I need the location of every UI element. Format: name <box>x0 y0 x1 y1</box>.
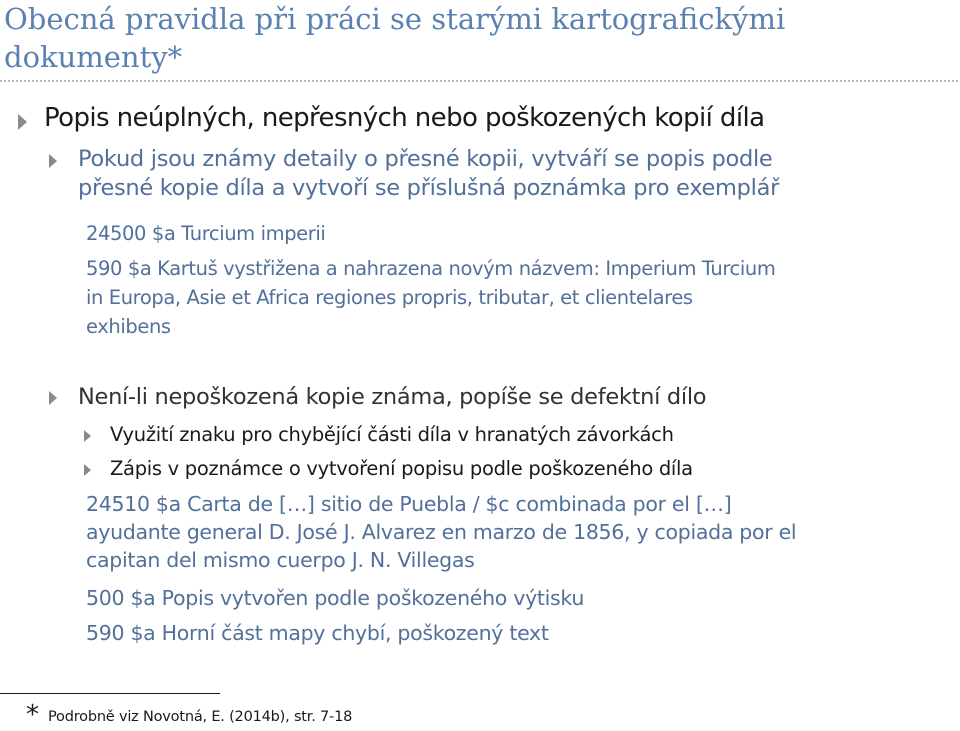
bullet-arrow-icon <box>49 391 57 405</box>
marc-example-24510-line-2: ayudante general D. José J. Alvarez en marzo de 1856, y copiada por el <box>86 520 797 544</box>
section-2-item-note: Zápis v poznámce o vytvoření popisu podle poškozeného díla <box>110 457 693 480</box>
footnote-marker: * <box>26 700 39 730</box>
section-1-subpoint <box>78 145 779 203</box>
marc-example-590-line-3: exhibens <box>86 315 171 338</box>
bullet-arrow-icon <box>84 464 91 476</box>
bullet-arrow-icon <box>18 114 27 130</box>
marc-example-24500: 24500 $a Turcium imperii <box>86 222 326 245</box>
section-1-heading: Popis neúplných, nepřesných nebo poškozených kopií díla <box>44 103 765 133</box>
footnote-divider <box>0 693 220 694</box>
marc-example-24510 <box>86 490 796 574</box>
section-1-subpoint-line-1: Pokud jsou známy detaily o přesné kopii, vytváří se popis podle <box>78 146 773 172</box>
marc-example-24510-line-3: capitan del mismo cuerpo J. N. Villegas <box>86 548 475 572</box>
section-2-heading: Není-li nepoškozená kopie známa, popíše se defektní dílo <box>78 384 707 410</box>
bullet-arrow-icon <box>49 154 57 168</box>
marc-example-24510-line-1: 24510 $a Carta de […] sitio de Puebla / $c combinada por el […] <box>86 492 732 516</box>
marc-example-500: 500 $a Popis vytvořen podle poškozeného výtisku <box>86 586 585 610</box>
marc-example-590-line-1: 590 $a Kartuš vystřižena a nahrazena novým názvem: Imperium Turcium <box>86 257 776 280</box>
slide-title-line-2: dokumenty* <box>4 40 183 74</box>
slide-title-line-1: Obecná pravidla při práci se starými kartografickými <box>4 2 786 36</box>
marc-example-590-damage: 590 $a Horní část mapy chybí, poškozený text <box>86 621 549 645</box>
section-2-item-brackets: Využití znaku pro chybějící části díla v hranatých závorkách <box>110 423 674 446</box>
bullet-arrow-icon <box>84 430 91 442</box>
marc-example-590-line-2: in Europa, Asie et Africa regiones propris, tributar, et clientelares <box>86 286 693 309</box>
marc-example-590-cartouche <box>86 254 775 341</box>
footnote-text: Podrobně viz Novotná, E. (2014b), str. 7-18 <box>48 709 353 725</box>
slide-title <box>4 0 954 76</box>
section-1-subpoint-line-2: přesné kopie díla a vytvoří se příslušná poznámka pro exemplář <box>78 175 780 201</box>
title-divider <box>0 80 958 82</box>
